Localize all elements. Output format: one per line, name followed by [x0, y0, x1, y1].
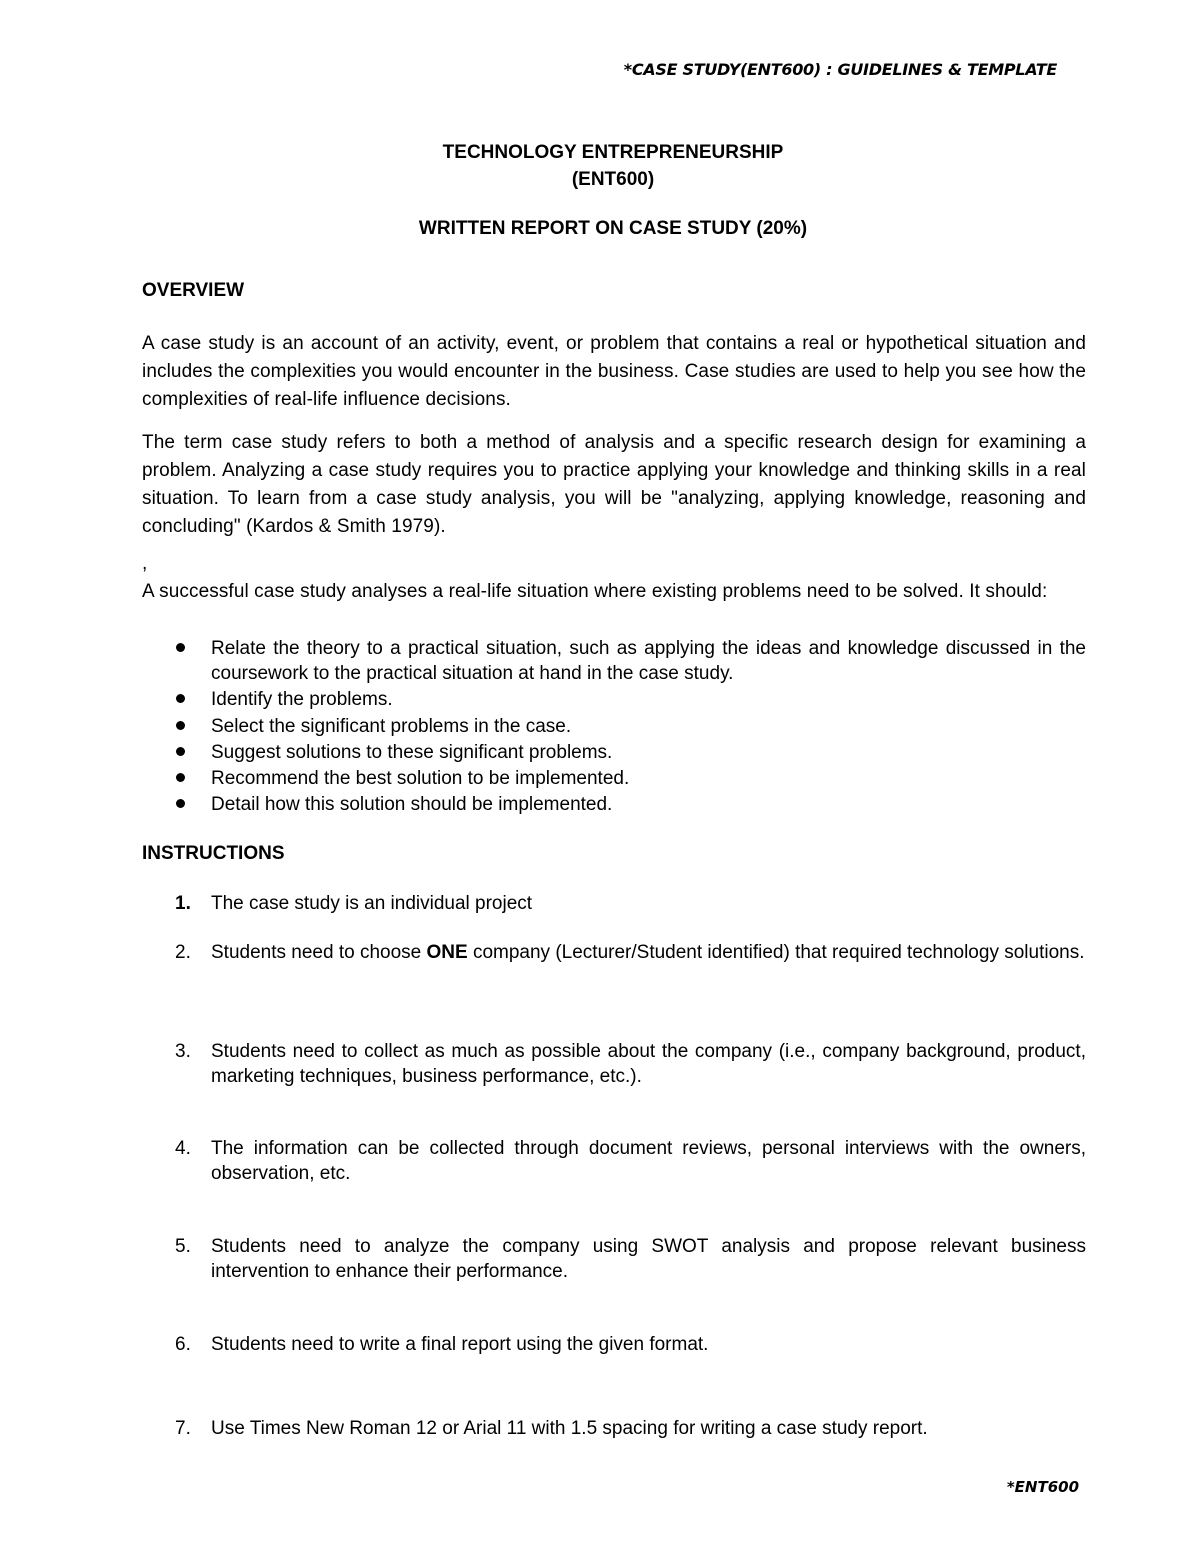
- instruction-number: 1.: [175, 893, 191, 914]
- course-code: (ENT600): [571, 169, 655, 190]
- bullet-icon: [176, 773, 185, 782]
- bullet-item: [142, 714, 1086, 739]
- instruction-item-4: [142, 1136, 1086, 1186]
- bullet-item: [142, 636, 1086, 686]
- page-header-note: *CASE STUDY(ENT600) : GUIDELINES & TEMPLATE: [623, 60, 1057, 79]
- bullet-item: [142, 792, 1086, 817]
- instruction-text-part: Students need to choose: [211, 942, 427, 963]
- bullet-icon: [176, 694, 185, 703]
- bullet-text: Suggest solutions to these significant problems.: [211, 741, 613, 763]
- instruction-text: The information can be collected through document reviews, personal interviews with the owners, observation, etc.: [211, 1138, 1086, 1184]
- report-title: WRITTEN REPORT ON CASE STUDY (20%): [418, 218, 808, 239]
- instruction-text: Students need to write a final report using the given format.: [211, 1334, 709, 1355]
- instructions-heading: INSTRUCTIONS: [142, 843, 285, 864]
- instruction-text: Use Times New Roman 12 or Arial 11 with 1.5 spacing for writing a case study report.: [211, 1418, 928, 1439]
- bullet-item: [142, 766, 1086, 791]
- instruction-number: 2.: [175, 942, 191, 963]
- bullet-item: [142, 687, 1086, 712]
- instruction-number: 4.: [175, 1138, 191, 1159]
- instruction-item-5: [142, 1234, 1086, 1284]
- bullet-text: Select the significant problems in the case.: [211, 715, 572, 737]
- bullet-icon: [176, 721, 185, 730]
- bullet-text: Identify the problems.: [211, 689, 393, 711]
- bullet-text: Detail how this solution should be implemented.: [211, 794, 613, 816]
- instruction-text: [211, 940, 1086, 965]
- page-footer-note: *ENT600: [1006, 1478, 1079, 1496]
- document-title: TECHNOLOGY ENTREPRENEURSHIP: [442, 142, 784, 163]
- bullet-text: Relate the theory to a practical situation, such as applying the ideas and knowledge discussed in the coursework to the practical situation at hand in the case study.: [211, 638, 1086, 684]
- bullet-item: [142, 740, 1086, 765]
- bullet-icon: [176, 799, 185, 808]
- overview-paragraph-3: A successful case study analyses a real-life situation where existing problems need to be solved. It should:: [142, 581, 1048, 602]
- instruction-item-1: [142, 891, 1086, 916]
- instruction-text-part: company (Lecturer/Student identified) that required technology solutions.: [467, 942, 1085, 963]
- overview-paragraph-2: The term case study refers to both a method of analysis and a specific research design for examining a problem. Analyzing a case study requires you to practice applying your knowledge and thinking skills in a real situation. To learn from a case study analysis, you will be "analyzing, applying knowledge, reasoning and concluding" (Kardos & Smith 1979).: [142, 432, 1086, 537]
- instruction-number: 5.: [175, 1236, 191, 1257]
- instruction-item-7: [142, 1416, 1086, 1441]
- overview-heading: OVERVIEW: [142, 280, 245, 301]
- instruction-text: Students need to collect as much as possible about the company (i.e., company background, product, marketing techniques, business performance, etc.).: [211, 1041, 1086, 1087]
- bullet-icon: [176, 643, 185, 652]
- bullet-icon: [176, 747, 185, 756]
- instruction-item-2: [142, 940, 1086, 965]
- instruction-number: 6.: [175, 1334, 191, 1355]
- instruction-text-emphasis: ONE: [426, 942, 468, 963]
- bullet-text: Recommend the best solution to be implemented.: [211, 768, 630, 790]
- overview-bullet-list: [142, 636, 1086, 819]
- instruction-item-6: [142, 1332, 1086, 1357]
- stray-mark: ,: [142, 553, 148, 574]
- instruction-text: The case study is an individual project: [211, 893, 533, 914]
- overview-paragraph-1: A case study is an account of an activity, event, or problem that contains a real or hypothetical situation and includes the complexities you would encounter in the business. Case studies are used to help you see how the complexities of real-life influence decisions.: [142, 333, 1086, 410]
- instruction-item-3: [142, 1039, 1086, 1089]
- instruction-number: 7.: [175, 1418, 191, 1439]
- instruction-text: Students need to analyze the company using SWOT analysis and propose relevant business intervention to enhance their performance.: [211, 1236, 1086, 1282]
- instruction-number: 3.: [175, 1041, 191, 1062]
